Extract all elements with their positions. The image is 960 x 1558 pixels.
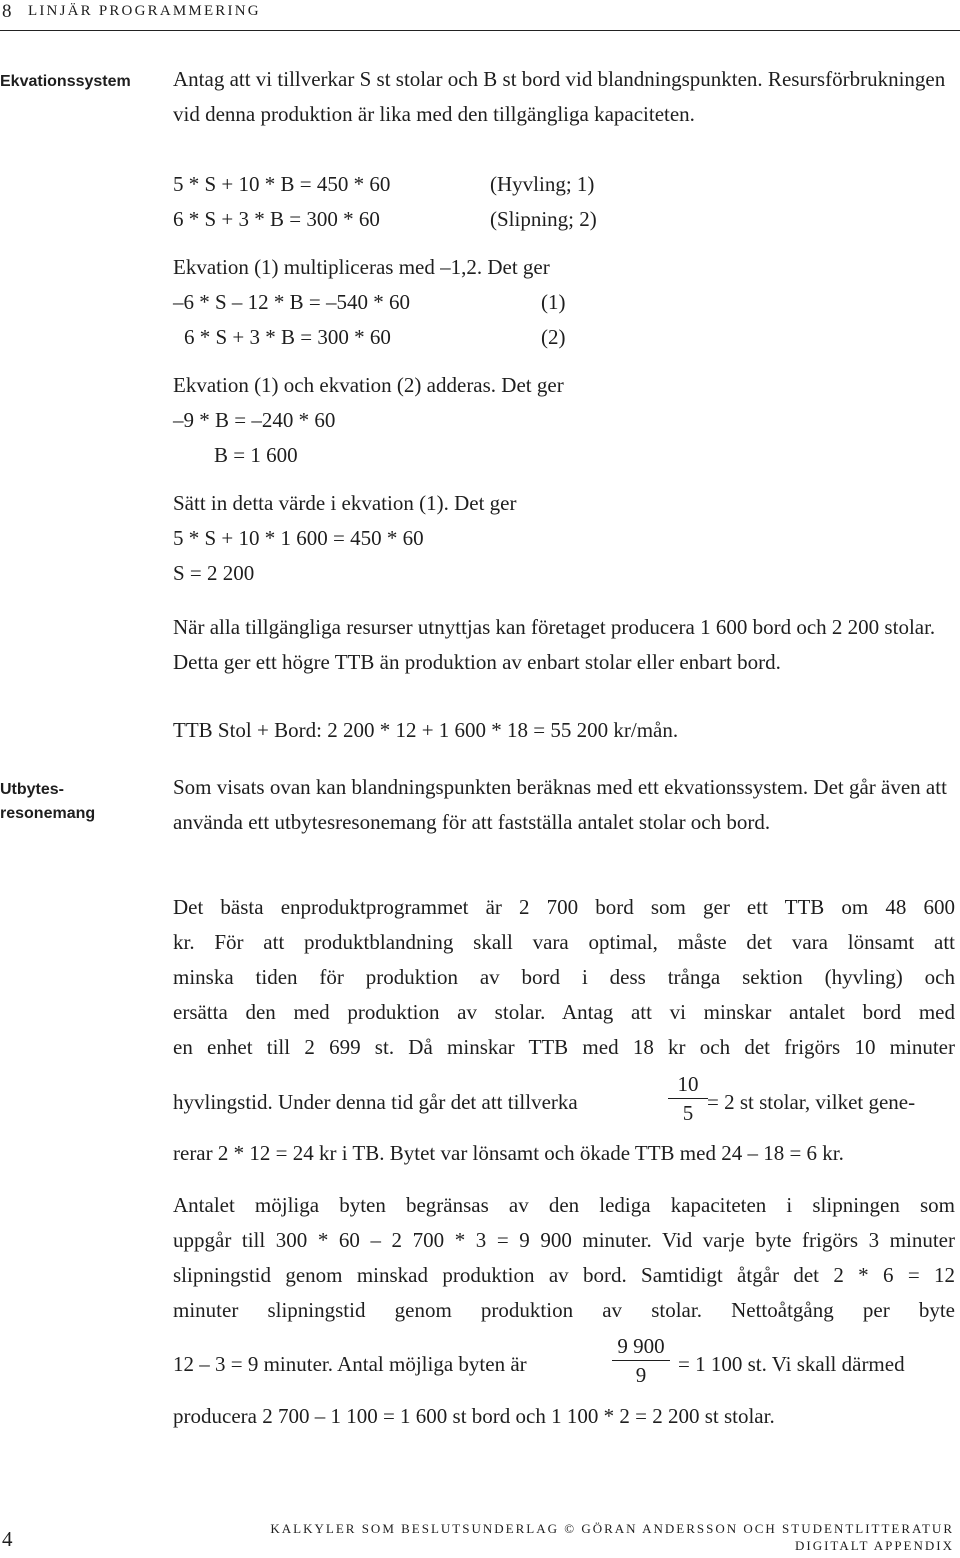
footer-page-number: 4 <box>2 1527 13 1551</box>
equation-2-label: (Slipning; 2) <box>490 207 597 231</box>
equation-3-label: (1) <box>541 290 566 314</box>
intro-paragraph: Antag att vi tillverkar S st stolar och B st bord vid blandningspunkten. Resursförbrukningen vid denna produktion är lika med den tillgängliga kapaciteten. <box>173 67 946 126</box>
fraction-10-over-5 <box>668 1072 708 1125</box>
running-title: LINJÄR PROGRAMMERING <box>28 3 261 19</box>
equation-1: 5 * S + 10 * B = 450 * 60 <box>173 172 391 196</box>
equation-5: –9 * B = –240 * 60 <box>173 408 336 432</box>
paragraph-3-line-4: minuter slipningstid genom produktion av stolar. Nettoåtgång per byte <box>173 1298 955 1322</box>
equation-2: 6 * S + 3 * B = 300 * 60 <box>173 207 380 231</box>
step-3-text: Sätt in detta värde i ekvation (1). Det ger <box>173 491 517 515</box>
fraction-bar <box>668 1098 708 1099</box>
footer-line-2: DIGITALT APPENDIX <box>795 1538 954 1553</box>
utbytes-paragraph-1: Som visats ovan kan blandningspunkten beräknas med ett ekvationssystem. Det går även att använda ett utbytesresonemang för att fastställa antalet stolar och bord. <box>173 775 947 834</box>
equation-4: 6 * S + 3 * B = 300 * 60 <box>184 325 391 349</box>
equation-4-label: (2) <box>541 325 566 349</box>
paragraph-2-line-2: kr. För att produktblandning skall vara optimal, måste det vara lönsamt att <box>173 930 955 954</box>
side-label-line2: resonemang <box>0 805 96 822</box>
step-2-text: Ekvation (1) och ekvation (2) adderas. Det ger <box>173 373 564 397</box>
side-label-line1: Utbytes- <box>0 781 65 798</box>
paragraph-2-last-line: rerar 2 * 12 = 24 kr i TB. Bytet var lönsamt och ökade TTB med 24 – 18 = 6 kr. <box>173 1141 844 1165</box>
equation-7: 5 * S + 10 * 1 600 = 450 * 60 <box>173 526 424 550</box>
side-label-ekvationssystem: Ekvationssystem <box>0 73 131 90</box>
paragraph-3-line-1: Antalet möjliga byten begränsas av den lediga kapaciteten i slipningen som <box>173 1193 955 1217</box>
paragraph-2-line-4: ersätta den med produktion av stolar. Antag att vi minskar antalet bord med <box>173 1000 955 1024</box>
equation-8: S = 2 200 <box>173 561 255 585</box>
equation-1-label: (Hyvling; 1) <box>490 172 595 196</box>
equation-3: –6 * S – 12 * B = –540 * 60 <box>173 290 411 314</box>
fraction-denominator: 5 <box>682 1101 694 1125</box>
footer-line-1: KALKYLER SOM BESLUTSUNDERLAG © GÖRAN ANDERSSON OCH STUDENTLITTERATUR <box>270 1521 954 1536</box>
paragraph-3-last-line: producera 2 700 – 1 100 = 1 600 st bord och 1 100 * 2 = 2 200 st stolar. <box>173 1404 775 1428</box>
fraction-denominator: 9 <box>635 1363 647 1387</box>
fraction-line-2-before: 12 – 3 = 9 minuter. Antal möjliga byten är <box>173 1352 527 1376</box>
fraction-line-1-before: hyvlingstid. Under denna tid går det att tillverka <box>173 1090 578 1114</box>
page-header <box>0 0 960 28</box>
paragraph-3-line-2: uppgår till 300 * 60 – 2 700 * 3 = 9 900 minuter. Vid varje byte frigörs 3 minuter <box>173 1228 955 1252</box>
fraction-9900-over-9 <box>612 1334 670 1387</box>
equation-6: B = 1 600 <box>214 443 298 467</box>
fraction-line-2-after: = 1 100 st. Vi skall därmed <box>678 1352 905 1376</box>
paragraph-2-line-5: en enhet till 2 699 st. Då minskar TTB med 18 kr och det frigörs 10 minuter <box>173 1035 955 1059</box>
paragraph-2-line-3: minska tiden för produktion av bord i dess trånga sektion (hyvling) och <box>173 965 955 989</box>
fraction-line-1-after: = 2 st stolar, vilket gene- <box>707 1090 916 1114</box>
paragraph-2-line-1: Det bästa enproduktprogrammet är 2 700 bord som ger ett TTB om 48 600 <box>173 895 955 919</box>
conclusion-paragraph: När alla tillgängliga resurser utnyttjas kan företaget producera 1 600 bord och 2 200 stolar. Detta ger ett högre TTB än produktion av enbart stolar eller enbart bord. <box>173 615 936 674</box>
ttb-line: TTB Stol + Bord: 2 200 * 12 + 1 600 * 18 = 55 200 kr/mån. <box>173 718 679 742</box>
fraction-bar <box>612 1360 670 1361</box>
side-label-utbytesresonemang <box>0 778 150 826</box>
step-1-text: Ekvation (1) multipliceras med –1,2. Det ger <box>173 255 550 279</box>
paragraph-3-line-3: slipningstid genom minskad produktion av bord. Samtidigt åtgår det 2 * 6 = 12 <box>173 1263 955 1287</box>
header-page-number: 8 <box>2 1 12 22</box>
fraction-numerator: 9 900 <box>617 1334 665 1358</box>
header-rule <box>0 30 960 31</box>
fraction-numerator: 10 <box>677 1072 699 1096</box>
